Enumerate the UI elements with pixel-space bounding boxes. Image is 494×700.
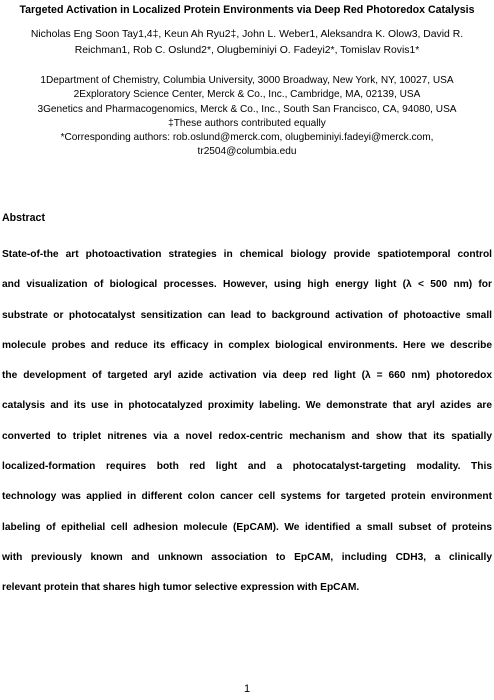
equal-contribution-note: ‡These authors contributed equally [168,117,326,129]
abstract-line: catalysis and its use in photocatalyzed proximity labeling. We demonstrate that aryl azides are [2,400,492,412]
abstract-line: technology was applied in different colon cancer cell systems for targeted protein environment [2,491,492,503]
affiliation-line: 2Exploratory Science Center, Merck & Co., Inc., Cambridge, MA, 02139, USA [73,89,421,101]
abstract-line: State-of-the art photoactivation strategies in chemical biology provide spatiotemporal control [2,249,492,260]
abstract-line: molecule probes and reduce its efficacy in complex biological environments. Here we describe [2,339,492,351]
affiliations [16,74,478,160]
abstract-line: relevant protein that shares high tumor selective expression with EpCAM. [2,582,360,594]
abstract-line: with previously known and unknown association to EpCAM, including CDH3, a clinically [2,551,492,563]
author-line: Nicholas Eng Soon Tay1,4‡, Keun Ah Ryu2‡, John L. Weber1, Aleksandra K. Olow3, David R. [30,29,464,40]
abstract-body [2,240,492,604]
page-number: 1 [243,683,251,695]
abstract-line: converted to triplet nitrenes via a novel redox-centric mechanism and show that its spatially [2,430,492,442]
abstract-line: localized-formation requires both red light and a photocatalyst-targeting modality. This [2,461,492,473]
author-line: Reichman1, Rob C. Oslund2*, Olugbeminiyi O. Fadeyi2*, Tomislav Rovis1* [74,45,420,56]
affiliation-line: 3Genetics and Pharmacogenomics, Merck & Co., Inc., South San Francisco, CA, 94080, USA [37,103,457,115]
affiliation-line: 1Department of Chemistry, Columbia University, 3000 Broadway, New York, NY, 10027, USA [40,75,454,86]
abstract-line: substrate or photocatalyst sensitization can lead to background activation of photoactive small [2,309,492,321]
abstract-line: and visualization of biological processes. However, using high energy light (λ < 500 nm) for [2,279,492,291]
abstract-line: labeling of epithelial cell adhesion molecule (EpCAM). We identified a small subset of proteins [2,521,492,533]
abstract-heading: Abstract [2,212,45,224]
corresponding-authors: tr2504@columbia.edu [197,146,297,158]
author-list [16,27,478,59]
paper-title: Targeted Activation in Localized Protein Environments via Deep Red Photoredox Catalysis [19,4,475,16]
corresponding-authors: *Corresponding authors: rob.oslund@merck.com, olugbeminiyi.fadeyi@merck.com, [60,132,434,144]
abstract-line: the development of targeted aryl azide activation via deep red light (λ = 660 nm) photoredox [2,370,492,382]
